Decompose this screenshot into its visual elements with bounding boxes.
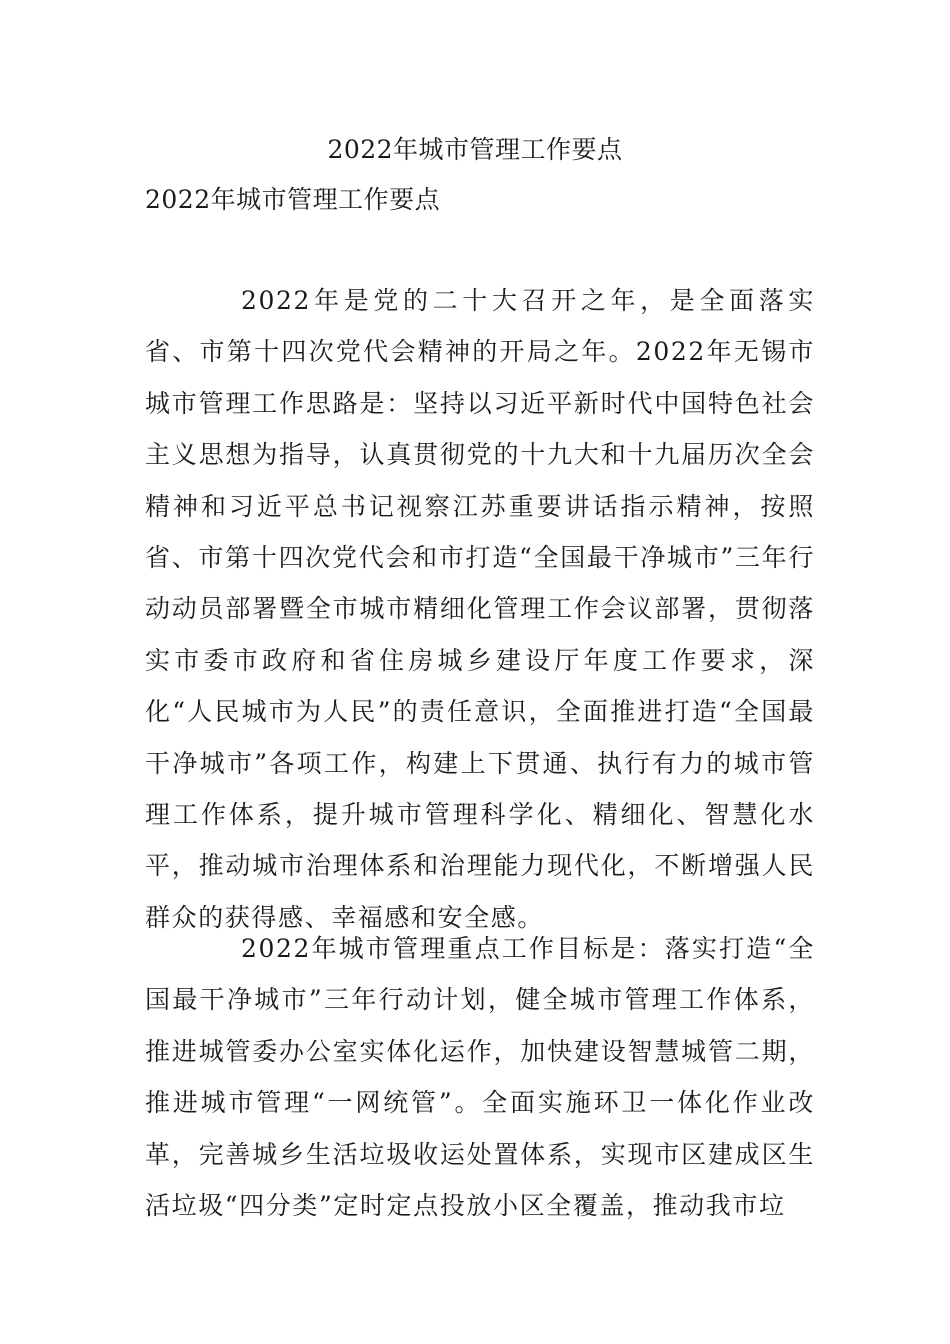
document-title: 2022年城市管理工作要点 (327, 135, 623, 164)
document-subtitle: 2022年城市管理工作要点 (145, 185, 441, 214)
paragraph-work-goals: 2022年城市管理重点工作目标是：落实打造“全国最干净城市”三年行动计划，健全城市管理工作体系，推进城管委办公室实体化运作，加快建设智慧城管二期，推进城市管理“一网统管”。全面实施环卫一体化作业改革，完善城乡生活垃圾收运处置体系，实现市区建成区生活垃圾“四分类”定时定点投放小区全覆盖，推动我市垃 (145, 934, 815, 1221)
paragraph-work-approach: 2022年是党的二十大召开之年，是全面落实省、市第十四次党代会精神的开局之年。2022年无锡市城市管理工作思路是：坚持以习近平新时代中国特色社会主义思想为指导，认真贯彻党的十九大和十九届历次全会精神和习近平总书记视察江苏重要讲话指示精神，按照省、市第十四次党代会和市打造“全国最干净城市”三年行动动员部署暨全市城市精细化管理工作会议部署，贯彻落实市委市政府和省住房城乡建设厅年度工作要求，深化“人民城市为人民”的责任意识，全面推进打造“全国最干净城市”各项工作，构建上下贯通、执行有力的城市管理工作体系，提升城市管理科学化、精细化、智慧化水平，推动城市治理体系和治理能力现代化，不断增强人民群众的获得感、幸福感和安全感。 (145, 286, 815, 932)
